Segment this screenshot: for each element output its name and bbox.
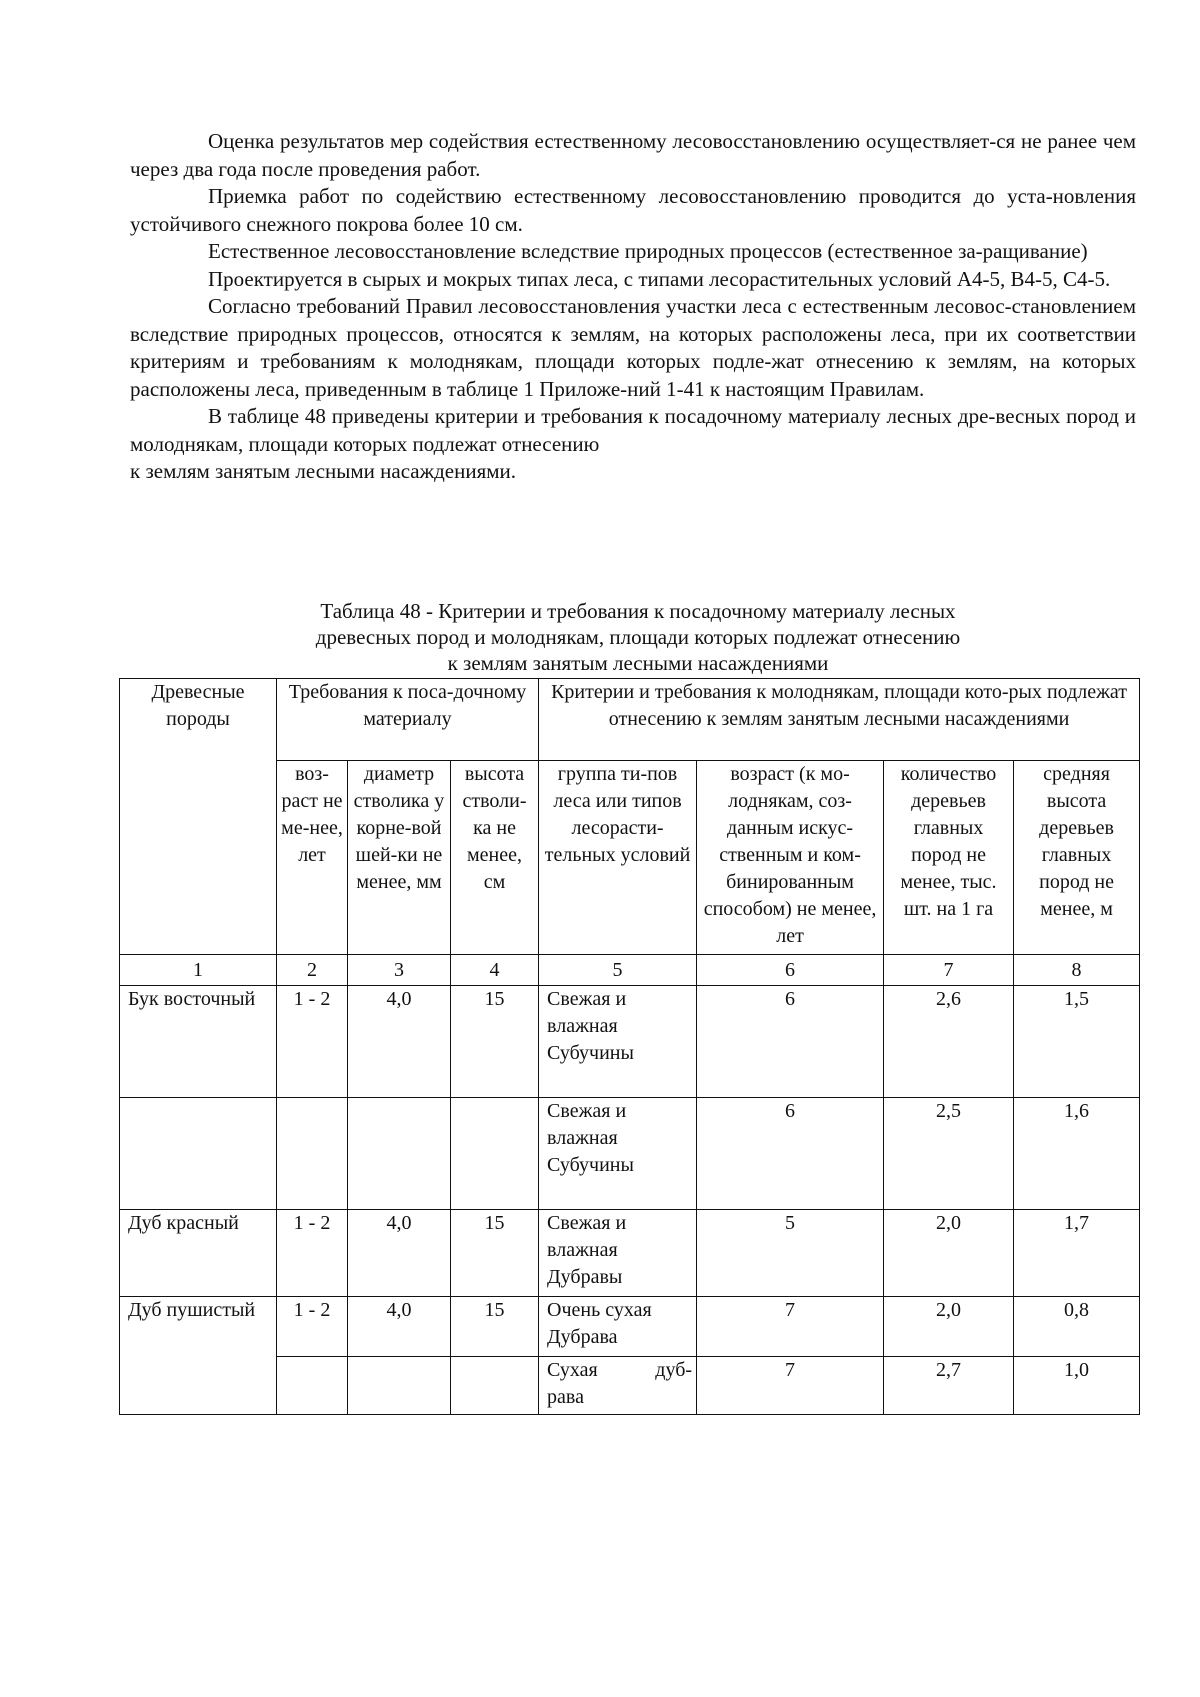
tree-count-cell: 2,7 [884, 1357, 1014, 1415]
criteria-table [119, 678, 1140, 1415]
table-row [120, 1210, 1140, 1297]
column-number: 5 [539, 955, 697, 986]
forest-type-cell: Очень сухая Дубрава [539, 1297, 697, 1357]
tree-count-cell: 2,5 [884, 1098, 1014, 1210]
paragraph: Естественное лесовосстановление вследствие природных процессов (естественное за-ращивание) [208, 239, 1088, 263]
column-number: 1 [120, 955, 277, 986]
age-cell: 1 - 2 [277, 1297, 348, 1357]
diameter-cell: 4,0 [348, 986, 451, 1098]
diameter-cell [348, 1098, 451, 1210]
avg-height-cell: 1,0 [1014, 1357, 1140, 1415]
species-cell: Бук восточный [120, 986, 277, 1098]
paragraph: Согласно требований Правил лесовосстановления участки леса с естественным лесовос-становлением вследствие природных процессов, относятся к землям, на которых расположены леса, при их соответствии критериям и требованиям к молоднякам, площади которых подле-жат отнесению к землям, на которых расположены леса, приведенным в таблице 1 Приложе-ний 1-41 к настоящим Правилам. [130, 294, 1136, 401]
species-cell: Дуб пушистый [120, 1297, 277, 1415]
species-cell: Дуб красный [120, 1210, 277, 1297]
young-age-cell: 6 [697, 1098, 884, 1210]
height-cell: 15 [451, 986, 539, 1098]
column-number: 7 [884, 955, 1014, 986]
diameter-cell: 4,0 [348, 1210, 451, 1297]
height-cell [451, 1098, 539, 1210]
paragraph: Проектируется в сырых и мокрых типах леса, с типами лесорастительных условий А4-5, В4-5, С4-5. [208, 266, 1111, 291]
young-age-cell: 7 [697, 1357, 884, 1415]
paragraph: к землям занятым лесными насаждениями. [130, 459, 517, 483]
column-number: 4 [451, 955, 539, 986]
young-age-cell: 5 [697, 1210, 884, 1297]
header-diameter: диаметр стволика у корне-вой шей-ки не менее, мм [348, 761, 451, 955]
column-number: 2 [277, 955, 348, 986]
height-cell [451, 1357, 539, 1415]
forest-type-word: Сухая [547, 1359, 598, 1381]
header-young-age: возраст (к мо-лоднякам, соз-данным искус-ственным и ком-бинированным способом) не менее, лет [697, 761, 884, 955]
table-row [120, 1297, 1140, 1357]
height-cell: 15 [451, 1210, 539, 1297]
table-row [120, 1098, 1140, 1210]
avg-height-cell: 1,5 [1014, 986, 1140, 1098]
column-number: 3 [348, 955, 451, 986]
caption-line: к землям занятым лесными насаждениями [447, 651, 829, 675]
header-height: высота стволи-ка не менее, см [451, 761, 539, 955]
tree-count-cell: 2,0 [884, 1210, 1014, 1297]
header-species: Древесные породы [120, 679, 277, 955]
age-cell: 1 - 2 [277, 986, 348, 1098]
tree-count-cell: 2,0 [884, 1297, 1014, 1357]
diameter-cell: 4,0 [348, 1297, 451, 1357]
forest-type-line [547, 1357, 692, 1384]
column-number: 8 [1014, 955, 1140, 986]
age-cell [277, 1098, 348, 1210]
avg-height-cell: 0,8 [1014, 1297, 1140, 1357]
table-caption [120, 598, 1156, 676]
header-young-stands: Критерии и требования к молоднякам, площади кото-рых подлежат отнесению к землям занятым лесными насаждениями [539, 679, 1140, 761]
body-text [130, 128, 1136, 486]
table-row [120, 986, 1140, 1098]
forest-type-cell: Свежая и влажная Дубравы [539, 1210, 697, 1297]
paragraph: В таблице 48 приведены критерии и требования к посадочному материалу лесных дре-весных пород и молоднякам, площади которых подлежат отнесению [130, 404, 1136, 456]
species-cell [120, 1098, 277, 1210]
header-forest-type: группа ти-пов леса или типов лесорасти-тельных условий [539, 761, 697, 955]
age-cell [277, 1357, 348, 1415]
forest-type-cell: Свежая и влажная Субучины [539, 986, 697, 1098]
column-number: 6 [697, 955, 884, 986]
caption-line: древесных пород и молоднякам, площади которых подлежат отнесению [315, 625, 961, 649]
tree-count-cell: 2,6 [884, 986, 1014, 1098]
paragraph: Приемка работ по содействию естественному лесовосстановлению проводится до уста-новления устойчивого снежного покрова более 10 см. [130, 184, 1136, 236]
age-cell: 1 - 2 [277, 1210, 348, 1297]
forest-type-cell [539, 1357, 697, 1415]
header-tree-count: количество деревьев главных пород не менее, тыс. шт. на 1 га [884, 761, 1014, 955]
paragraph: Оценка результатов мер содействия естественному лесовосстановлению осуществляет-ся не ранее чем через два года после проведения работ. [130, 129, 1136, 181]
header-avg-height: средняя высота деревьев главных пород не менее, м [1014, 761, 1140, 955]
forest-type-cell: Свежая и влажная Субучины [539, 1098, 697, 1210]
height-cell: 15 [451, 1297, 539, 1357]
header-planting-material: Требования к поса-дочному материалу [277, 679, 539, 761]
young-age-cell: 7 [697, 1297, 884, 1357]
caption-line: Таблица 48 - Критерии и требования к посадочному материалу лесных [320, 599, 956, 623]
avg-height-cell: 1,7 [1014, 1210, 1140, 1297]
header-age: воз-раст не ме-нее, лет [277, 761, 348, 955]
avg-height-cell: 1,6 [1014, 1098, 1140, 1210]
header-row [120, 679, 1140, 761]
young-age-cell: 6 [697, 986, 884, 1098]
forest-type-line: рава [547, 1386, 584, 1408]
column-number-row [120, 955, 1140, 986]
diameter-cell [348, 1357, 451, 1415]
forest-type-word: дуб- [655, 1359, 693, 1381]
